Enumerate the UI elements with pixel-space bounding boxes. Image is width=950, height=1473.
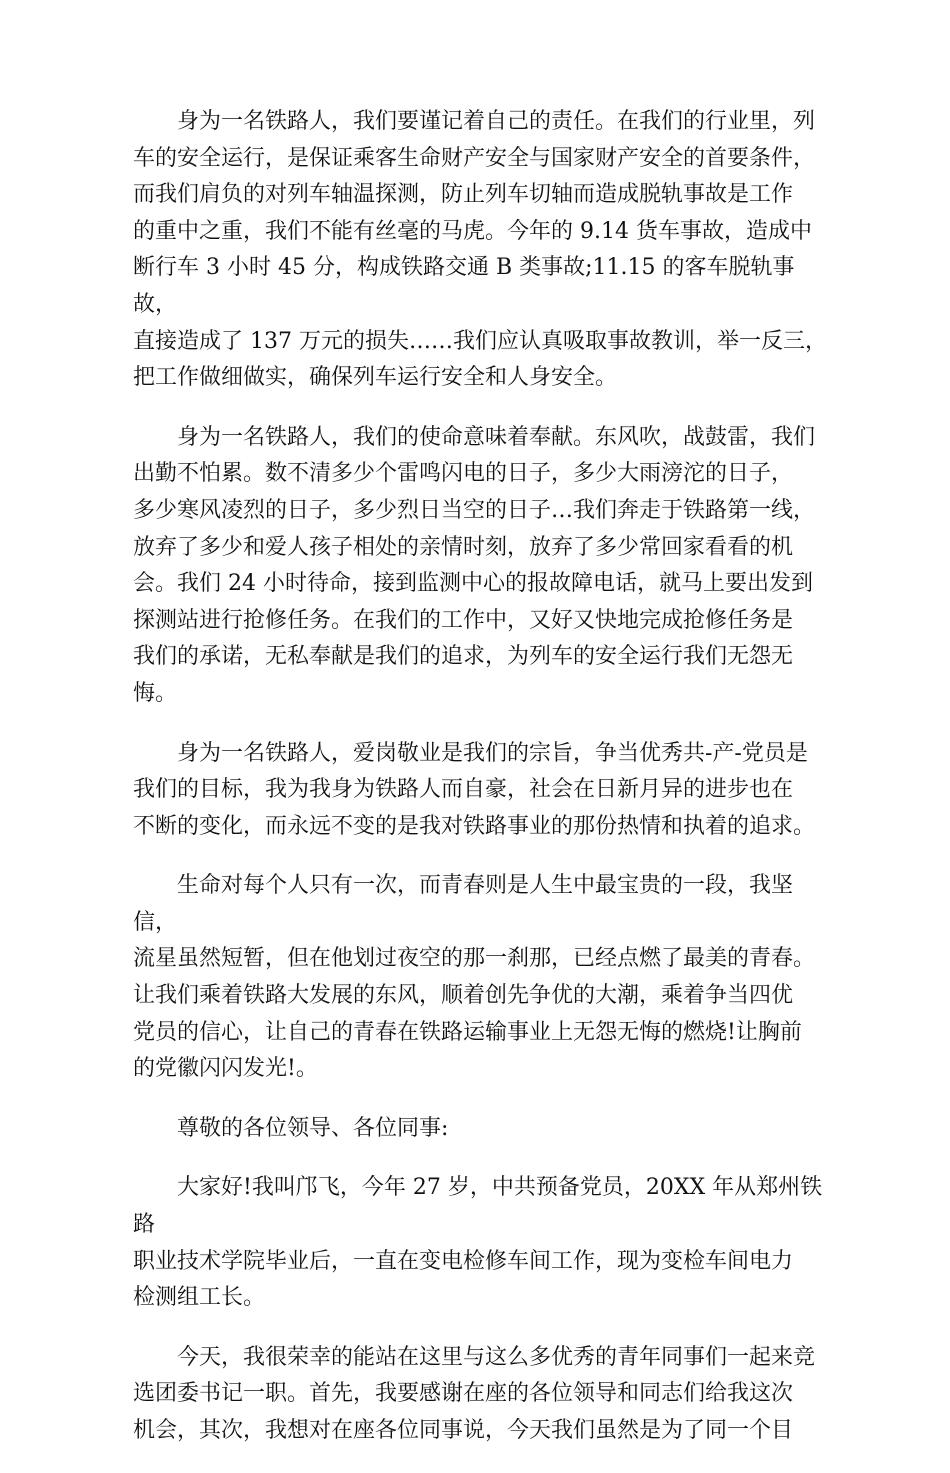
paragraph-salutation: 尊敬的各位领导、各位同事: — [133, 1115, 449, 1141]
document-body — [133, 104, 833, 1473]
paragraph-self-introduction: 大家好!我叫邝飞，今年 27 岁，中共预备党员，20XX 年从郑州铁路 职业技术学院毕业后，一直在变电检修车间工作，现为变检车间电力 检测组工长。 — [133, 1175, 823, 1311]
paragraph-responsibility: 身为一名铁路人，我们要谨记着自己的责任。在我们的行业里，列 车的安全运行，是保证乘客生命财产安全与国家财产安全的首要条件， 而我们肩负的对列车轴温探测，防止列车切轴而造成脱轨事故是工作 的重中之重，我们不能有丝毫的马虎。今年的 9.14 货车事故，造成中 断行车 3 小时 45 分，构成铁路交通 B 类事故;11.15 的客车脱轨事故， 直接造成了 137 万元的损失……我们应认真吸取事故教训，举一反三， 把工作做细做实，确保列车运行安全和人身安全。 — [133, 109, 827, 391]
paragraph-campaign-opening: 今天，我很荣幸的能站在这里与这么多优秀的青年同事们一起来竞 选团委书记一职。首先，我要感谢在座的各位领导和同志们给我这次 机会，其次，我想对在座各位同事说，今天我们虽然是为了同一个目 — [133, 1344, 816, 1443]
paragraph-dedication: 身为一名铁路人，我们的使命意味着奉献。东风吹，战鼓雷，我们 出勤不怕累。数不清多少个雷鸣闪电的日子，多少大雨滂沱的日子， 多少寒风凌烈的日子，多少烈日当空的日子…我们奔走于铁路第一线， 放弃了多少和爱人孩子相处的亲情时刻，放弃了多少常回家看看的机 会。我们 24 小时待命，接到监测中心的报故障电话，就马上要出发到 探测站进行抢修任务。在我们的工作中，又好又快地完成抢修任务是 我们的承诺，无私奉献是我们的追求，为列车的安全运行我们无怨无 悔。 — [133, 424, 816, 706]
paragraph-youth: 生命对每个人只有一次，而青春则是人生中最宝贵的一段，我坚信， 流星虽然短暂，但在他划过夜空的那一刹那，已经点燃了最美的青春。 让我们乘着铁路大发展的东风，顺着创先争优的大潮，乘着争当四优 党员的信心，让自己的青春在铁路运输事业上无怨无悔的燃烧!让胸前 的党徽闪闪发光!。 — [133, 873, 816, 1082]
paragraph-devotion: 身为一名铁路人，爱岗敬业是我们的宗旨，争当优秀共-产-党员是 我们的目标，我为我身为铁路人而自豪，社会在日新月异的进步也在 不断的变化，而永远不变的是我对铁路事业的那份热情和执着的追求。 — [133, 740, 816, 839]
